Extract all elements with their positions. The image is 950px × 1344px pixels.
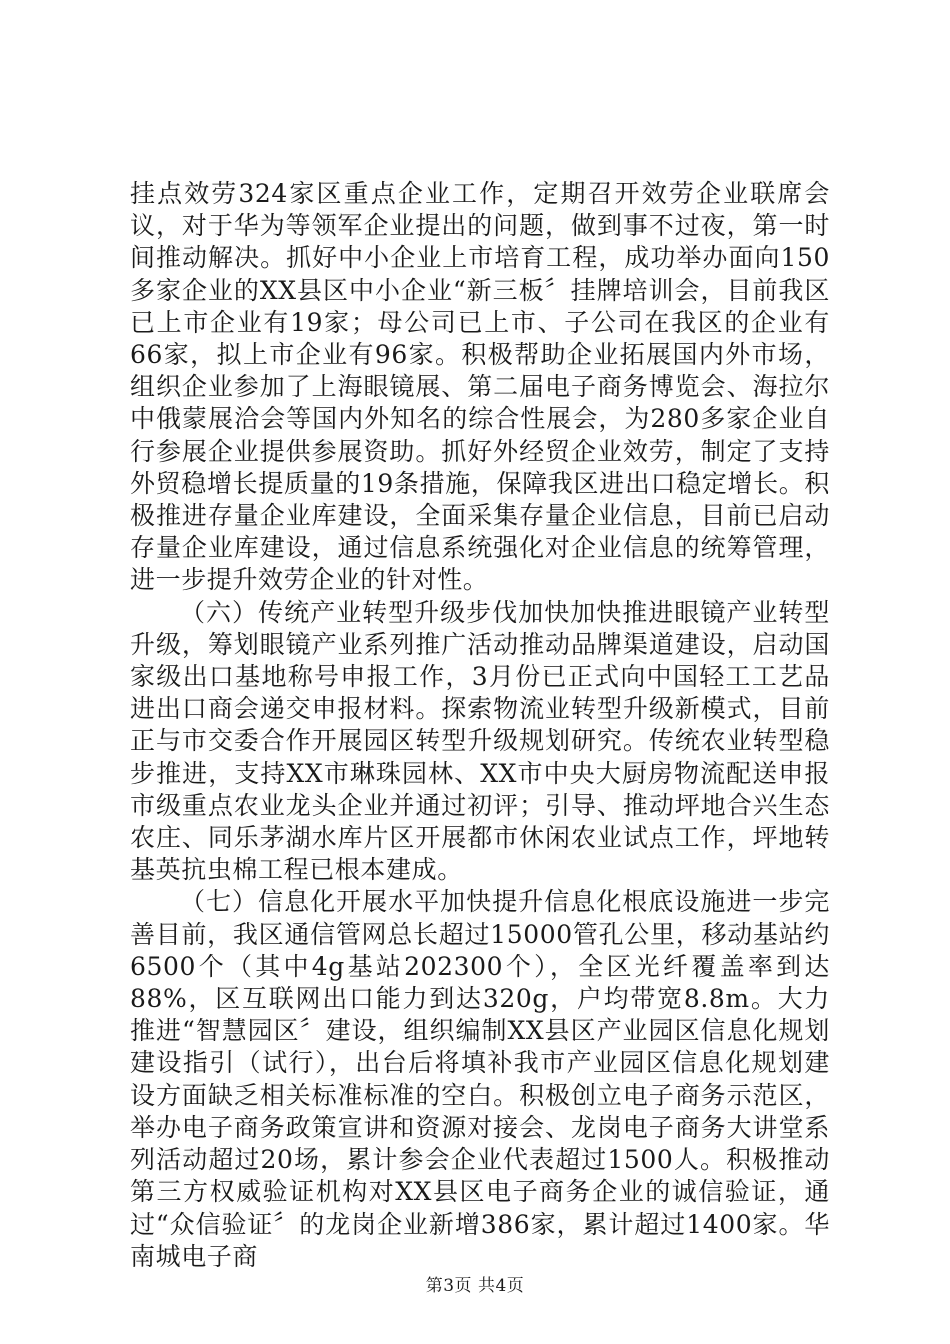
paragraph-section-6: （六）传统产业转型升级步伐加快加快推进眼镜产业转型升级，筹划眼镜产业系列推广活动推动品牌渠道建设，启动国家级出口基地称号申报工作，3月份已正式向中国轻工工艺品进出口商会递交申报材料。探索物流业转型升级新模式，目前正与市交委合作开展园区转型升级规划研究。传统农业转型稳步推进，支持XX市琳珠园林、XX市中央大厨房物流配送申报市级重点农业龙头企业并通过初评；引导、推动坪地合兴生态农庄、同乐茅湖水库片区开展都市休闲农业试点工作，坪地转基英抗虫棉工程已根本建成。: [130, 597, 830, 885]
page-footer: 第3页 共4页: [425, 1276, 525, 1296]
paragraph-section-7: （七）信息化开展水平加快提升信息化根底设施进一步完善目前，我区通信管网总长超过15000管孔公里，移动基站约6500个（其中4g基站202300个），全区光纤覆盖率到达88%，区互联网出口能力到达320g，户均带宽8.8m。大力推进“智慧园区〞建设，组织编制XX县区产业园区信息化规划建设指引（试行），出台后将填补我市产业园区信息化规划建设方面缺乏相关标准标准的空白。积极创立电子商务示范区，举办电子商务政策宣讲和资源对接会、龙岗电子商务大讲堂系列活动超过20场，累计参会企业代表超过1500人。积极推动第三方权威验证机构对XX县区电子商务企业的诚信验证，通过“众信验证〞的龙岗企业新增386家，累计超过1400家。华南城电子商: [130, 887, 830, 1271]
document-body: [130, 178, 830, 1273]
paragraph-continuation: 挂点效劳324家区重点企业工作，定期召开效劳企业联席会议，对于华为等领军企业提出的问题，做到事不过夜，第一时间推动解决。抓好中小企业上市培育工程，成功举办面向150多家企业的XX县区中小企业“新三板〞挂牌培训会，目前我区已上市企业有19家；母公司已上市、子公司在我区的企业有66家，拟上市企业有96家。积极帮助企业拓展国内外市场，组织企业参加了上海眼镜展、第二届电子商务博览会、海拉尔中俄蒙展洽会等国内外知名的综合性展会，为280多家企业自行参展企业提供参展资助。抓好外经贸企业效劳，制定了支持外贸稳增长提质量的19条措施，保障我区进出口稳定增长。积极推进存量企业库建设，全面采集存量企业信息，目前已启动存量企业库建设，通过信息系统强化对企业信息的统筹管理，进一步提升效劳企业的针对性。: [130, 179, 830, 595]
